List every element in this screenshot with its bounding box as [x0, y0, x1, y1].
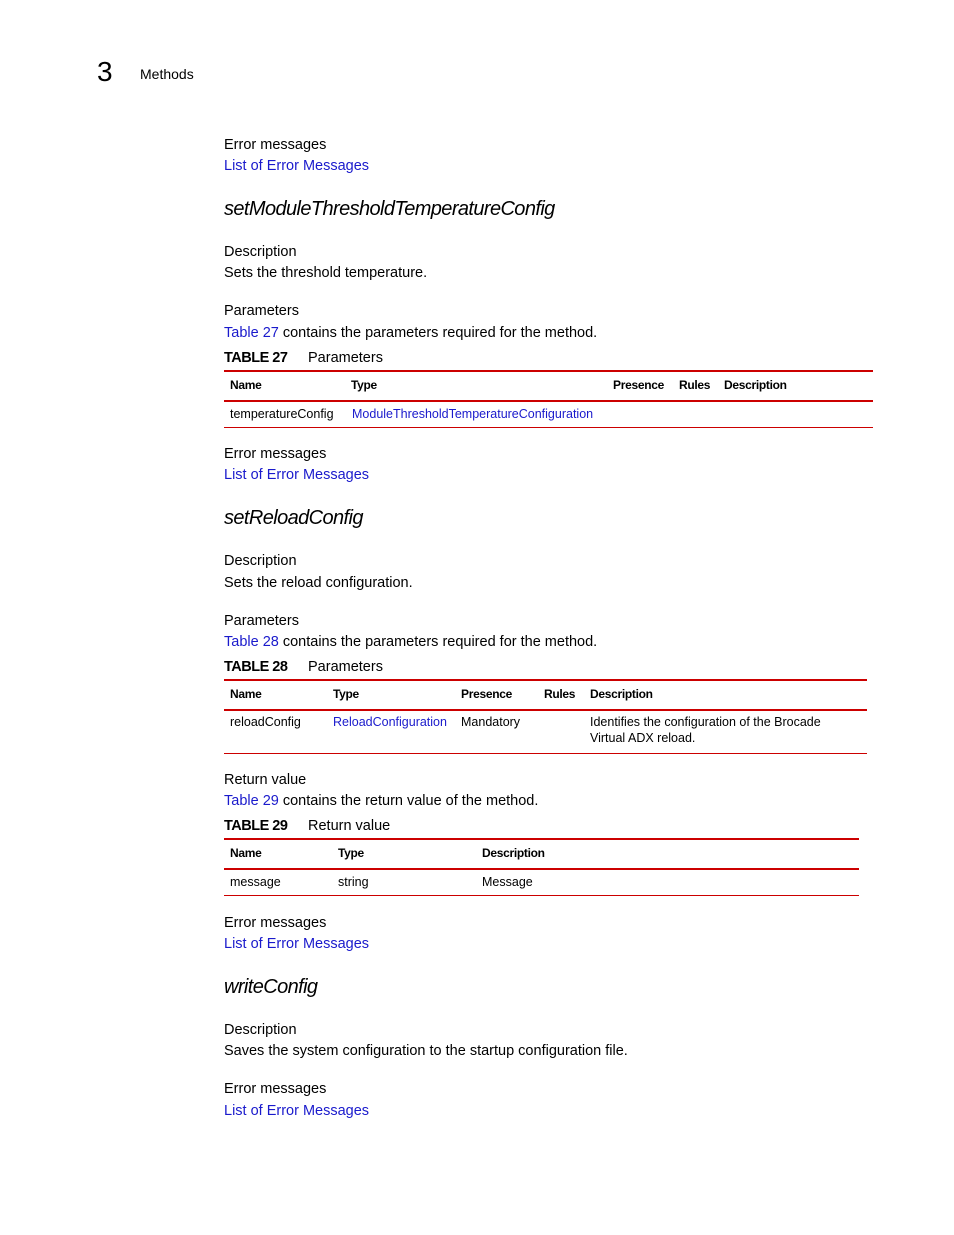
column-header: Rules [544, 687, 576, 701]
table-cell: reloadConfig [230, 715, 301, 729]
table-caption [224, 818, 390, 835]
type-link[interactable]: ModuleThresholdTemperatureConfiguration [352, 407, 594, 421]
table-header-row [224, 681, 867, 711]
table-caption [224, 350, 383, 367]
error-messages-link[interactable]: List of Error Messages [224, 1103, 370, 1119]
table-caption [224, 659, 383, 676]
chapter-number: 3 [97, 56, 113, 87]
table-28-link[interactable]: Table 28 [224, 634, 279, 650]
column-header: Name [230, 687, 262, 701]
chapter-name: Methods [140, 66, 194, 82]
table-header-row [224, 372, 873, 402]
table-row [224, 870, 859, 895]
parameters-intro [224, 634, 597, 651]
table-caption-text: Parameters [308, 659, 383, 675]
column-header: Presence [461, 687, 512, 701]
description-text: Sets the threshold temperature. [224, 265, 428, 281]
error-messages-link[interactable]: List of Error Messages [224, 936, 370, 952]
description-text: Saves the system configuration to the startup configuration file. [224, 1043, 628, 1059]
table-header-row [224, 840, 859, 870]
table-cell: temperatureConfig [230, 407, 334, 421]
table-cell: Message [482, 875, 533, 889]
table-row [224, 711, 867, 753]
table-29-link[interactable]: Table 29 [224, 793, 279, 809]
section-title-setreloadconfig: setReloadConfig [224, 507, 363, 529]
error-messages-link[interactable]: List of Error Messages [224, 467, 370, 483]
table-cell: string [338, 875, 369, 889]
section-title-setmodulethreshold: setModuleThresholdTemperatureConfig [224, 198, 555, 220]
return-value-heading: Return value [224, 772, 307, 788]
column-header: Description [590, 687, 653, 701]
description-text: Sets the reload configuration. [224, 575, 413, 591]
parameters-intro [224, 325, 597, 342]
table-cell: Mandatory [461, 715, 521, 729]
column-header: Type [338, 846, 364, 860]
error-messages-heading: Error messages [224, 137, 327, 153]
table-caption-text: Parameters [308, 350, 383, 366]
column-header: Type [351, 378, 377, 392]
column-header: Description [724, 378, 787, 392]
table-row [224, 402, 873, 427]
parameters-table-28 [224, 679, 867, 754]
table-caption-text: Return value [308, 818, 391, 834]
column-header: Name [230, 378, 262, 392]
description-heading: Description [224, 1022, 297, 1038]
error-messages-heading: Error messages [224, 446, 327, 462]
error-messages-heading: Error messages [224, 1081, 327, 1097]
error-messages-link[interactable]: List of Error Messages [224, 158, 370, 174]
return-value-table-29 [224, 838, 859, 896]
table-cell: Virtual ADX reload. [590, 731, 696, 745]
parameters-heading: Parameters [224, 303, 299, 319]
table-label: TABLE 29 [224, 818, 288, 834]
column-header: Name [230, 846, 262, 860]
error-messages-heading: Error messages [224, 915, 327, 931]
description-heading: Description [224, 244, 297, 260]
column-header: Type [333, 687, 359, 701]
table-label: TABLE 27 [224, 350, 288, 366]
parameters-heading: Parameters [224, 613, 299, 629]
parameters-intro-text: contains the parameters required for the method. [278, 634, 598, 650]
description-heading: Description [224, 553, 297, 569]
parameters-intro-text: contains the parameters required for the method. [278, 325, 598, 341]
return-value-intro-text: contains the return value of the method. [278, 793, 539, 809]
table-cell: Identifies the configuration of the Brocade [590, 715, 821, 729]
type-link[interactable]: ReloadConfiguration [333, 715, 447, 729]
table-label: TABLE 28 [224, 659, 288, 675]
return-value-intro [224, 793, 538, 810]
column-header: Rules [679, 378, 711, 392]
column-header: Description [482, 846, 545, 860]
parameters-table-27 [224, 370, 873, 428]
section-title-writeconfig: writeConfig [224, 976, 318, 998]
table-cell: message [230, 875, 281, 889]
table-27-link[interactable]: Table 27 [224, 325, 279, 341]
column-header: Presence [613, 378, 664, 392]
